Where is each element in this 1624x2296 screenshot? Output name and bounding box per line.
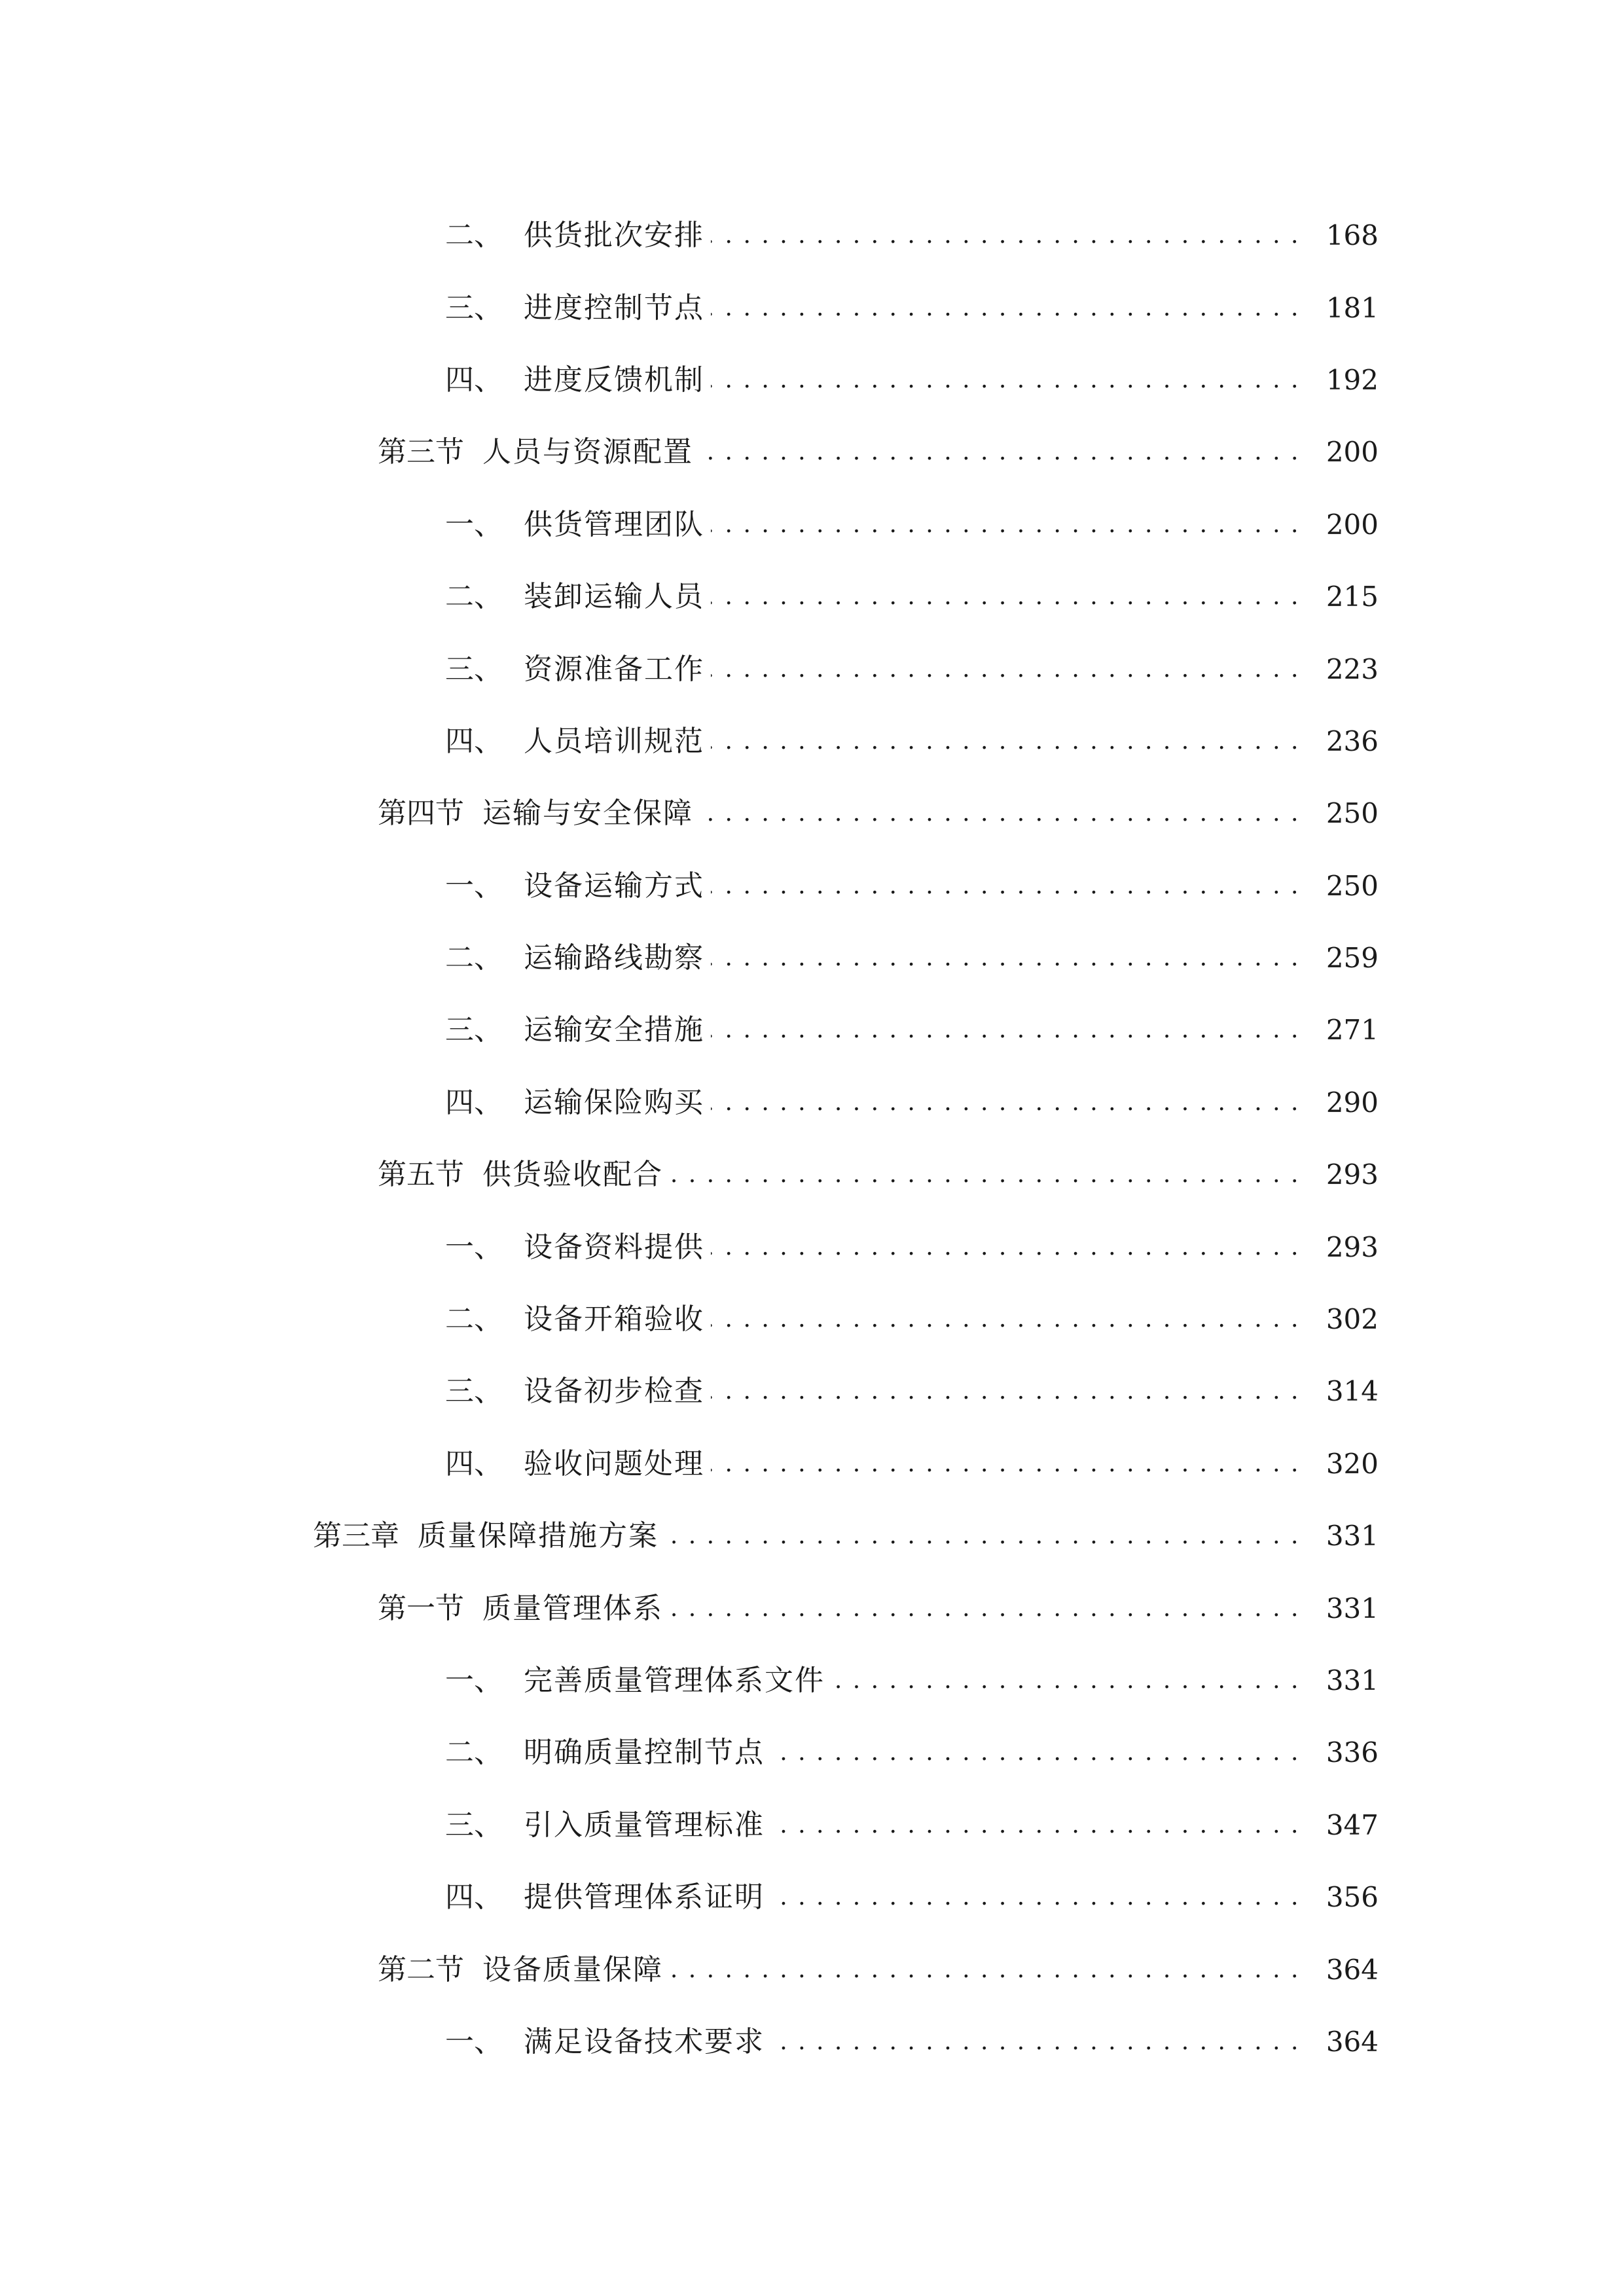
toc-entry-number: 第三章 xyxy=(313,1519,399,1553)
toc-entry-page: 293 xyxy=(1326,1230,1379,1263)
toc-entry[interactable] xyxy=(0,416,1624,488)
toc-entry[interactable] xyxy=(0,2006,1624,2078)
toc-dot-leader xyxy=(711,872,1300,901)
toc-entry-number: 第二节 xyxy=(378,1952,464,1986)
toc-dot-leader xyxy=(771,2028,1300,2056)
toc-entry-title: 明确质量控制节点 xyxy=(524,1736,765,1770)
toc-entry-number: 一、 xyxy=(445,1664,503,1697)
toc-entry-title: 提供管理体系证明 xyxy=(524,1880,765,1914)
toc-dot-leader xyxy=(711,1233,1300,1262)
toc-entry[interactable] xyxy=(0,1933,1624,2005)
toc-dot-leader xyxy=(711,944,1300,973)
toc-entry-title: 供货管理团队 xyxy=(524,507,704,541)
table-of-contents xyxy=(0,200,1624,2078)
toc-entry-page: 293 xyxy=(1326,1158,1379,1191)
toc-entry[interactable] xyxy=(0,1645,1624,1717)
toc-entry[interactable] xyxy=(0,1067,1624,1139)
toc-entry-number: 四、 xyxy=(445,363,503,397)
toc-entry-page: 236 xyxy=(1326,725,1379,757)
toc-entry-title: 质量管理体系 xyxy=(482,1591,663,1625)
toc-entry-page: 168 xyxy=(1326,219,1379,252)
toc-dot-leader xyxy=(670,1160,1300,1189)
toc-entry-title: 验收问题处理 xyxy=(524,1446,704,1480)
toc-entry[interactable] xyxy=(0,1789,1624,1861)
toc-dot-leader xyxy=(711,294,1300,323)
toc-entry-page: 331 xyxy=(1326,1664,1379,1696)
toc-entry-number: 四、 xyxy=(445,1880,503,1914)
toc-entry[interactable] xyxy=(0,561,1624,633)
toc-entry-title: 满足设备技术要求 xyxy=(524,2024,765,2058)
toc-entry-number: 三、 xyxy=(445,1808,503,1842)
toc-entry-page: 336 xyxy=(1326,1736,1379,1769)
toc-entry-title: 装卸运输人员 xyxy=(524,580,704,614)
toc-dot-leader xyxy=(700,438,1300,467)
toc-entry-title: 设备运输方式 xyxy=(524,869,704,903)
toc-entry-title: 设备资料提供 xyxy=(524,1230,704,1264)
toc-dot-leader xyxy=(711,511,1300,539)
toc-entry-title: 供货批次安排 xyxy=(524,219,704,253)
toc-entry-page: 192 xyxy=(1326,363,1379,396)
toc-dot-leader xyxy=(670,1956,1300,1984)
toc-entry[interactable] xyxy=(0,1355,1624,1427)
toc-dot-leader xyxy=(711,1450,1300,1479)
toc-dot-leader xyxy=(711,1377,1300,1406)
toc-dot-leader xyxy=(831,1666,1300,1695)
toc-entry-number: 二、 xyxy=(445,941,503,975)
toc-entry[interactable] xyxy=(0,1211,1624,1283)
toc-entry-title: 运输路线勘察 xyxy=(524,941,704,975)
toc-entry[interactable] xyxy=(0,706,1624,778)
toc-entry[interactable] xyxy=(0,778,1624,850)
toc-entry-number: 三、 xyxy=(445,1374,503,1408)
toc-entry[interactable] xyxy=(0,1428,1624,1500)
toc-entry-number: 四、 xyxy=(445,1085,503,1119)
toc-entry-page: 200 xyxy=(1326,508,1379,541)
toc-entry-number: 一、 xyxy=(445,1230,503,1264)
toc-entry-title: 运输保险购买 xyxy=(524,1085,704,1119)
toc-entry[interactable] xyxy=(0,1572,1624,1644)
toc-entry[interactable] xyxy=(0,272,1624,344)
toc-entry-title: 人员培训规范 xyxy=(524,724,704,758)
toc-entry-page: 181 xyxy=(1326,291,1379,324)
toc-dot-leader xyxy=(711,727,1300,756)
toc-entry-number: 二、 xyxy=(445,1736,503,1770)
toc-entry-number: 四、 xyxy=(445,1446,503,1480)
toc-dot-leader xyxy=(711,366,1300,395)
toc-dot-leader xyxy=(771,1738,1300,1767)
toc-entry-page: 364 xyxy=(1326,1953,1379,1986)
toc-dot-leader xyxy=(665,1522,1300,1551)
toc-entry-number: 第一节 xyxy=(378,1591,464,1625)
toc-entry-page: 259 xyxy=(1326,942,1379,975)
toc-entry-page: 290 xyxy=(1326,1086,1379,1119)
toc-entry-number: 三、 xyxy=(445,1013,503,1047)
toc-entry-number: 二、 xyxy=(445,580,503,614)
toc-entry-page: 250 xyxy=(1326,869,1379,902)
toc-entry-number: 一、 xyxy=(445,869,503,903)
toc-entry[interactable] xyxy=(0,1500,1624,1572)
toc-entry-title: 设备初步检查 xyxy=(524,1374,704,1408)
toc-dot-leader xyxy=(711,221,1300,250)
toc-entry-number: 三、 xyxy=(445,652,503,686)
toc-entry-number: 四、 xyxy=(445,724,503,758)
toc-entry-number: 第五节 xyxy=(378,1158,464,1192)
toc-entry-number: 第四节 xyxy=(378,797,464,831)
toc-entry-number: 第三节 xyxy=(378,435,464,469)
toc-entry[interactable] xyxy=(0,850,1624,922)
toc-entry-title: 运输安全措施 xyxy=(524,1013,704,1047)
toc-entry-number: 一、 xyxy=(445,507,503,541)
toc-entry-page: 271 xyxy=(1326,1014,1379,1047)
toc-entry-title: 设备开箱验收 xyxy=(524,1302,704,1336)
toc-entry-page: 215 xyxy=(1326,581,1379,613)
toc-entry-page: 302 xyxy=(1326,1303,1379,1336)
toc-entry-title: 供货验收配合 xyxy=(482,1158,663,1192)
toc-entry-title: 进度控制节点 xyxy=(524,291,704,325)
toc-entry-title: 人员与资源配置 xyxy=(482,435,693,469)
toc-entry-number: 二、 xyxy=(445,1302,503,1336)
toc-entry-title: 完善质量管理体系文件 xyxy=(524,1664,825,1697)
toc-entry[interactable] xyxy=(0,489,1624,561)
toc-entry[interactable] xyxy=(0,922,1624,994)
toc-dot-leader xyxy=(711,655,1300,684)
toc-dot-leader xyxy=(711,1305,1300,1334)
toc-entry-number: 一、 xyxy=(445,2024,503,2058)
toc-dot-leader xyxy=(670,1594,1300,1623)
toc-dot-leader xyxy=(711,1016,1300,1045)
toc-entry-title: 引入质量管理标准 xyxy=(524,1808,765,1842)
toc-dot-leader xyxy=(700,799,1300,828)
toc-entry[interactable] xyxy=(0,633,1624,705)
toc-entry-title: 资源准备工作 xyxy=(524,652,704,686)
toc-dot-leader xyxy=(771,1883,1300,1912)
toc-dot-leader xyxy=(711,583,1300,611)
toc-entry[interactable] xyxy=(0,1717,1624,1789)
toc-entry-page: 364 xyxy=(1326,2025,1379,2058)
toc-entry-number: 二、 xyxy=(445,219,503,253)
toc-dot-leader xyxy=(711,1088,1300,1117)
toc-entry[interactable] xyxy=(0,1139,1624,1211)
toc-entry-title: 设备质量保障 xyxy=(482,1952,663,1986)
toc-entry[interactable] xyxy=(0,344,1624,416)
toc-entry-page: 347 xyxy=(1326,1808,1379,1841)
toc-entry-page: 331 xyxy=(1326,1520,1379,1552)
toc-entry-number: 三、 xyxy=(445,291,503,325)
toc-entry-title: 质量保障措施方案 xyxy=(418,1519,659,1553)
toc-entry-page: 320 xyxy=(1326,1447,1379,1480)
toc-dot-leader xyxy=(771,1811,1300,1840)
toc-entry-page: 314 xyxy=(1326,1375,1379,1408)
toc-entry-page: 331 xyxy=(1326,1592,1379,1624)
toc-entry-page: 200 xyxy=(1326,436,1379,469)
toc-entry-page: 223 xyxy=(1326,653,1379,685)
toc-entry-page: 356 xyxy=(1326,1881,1379,1914)
toc-entry[interactable] xyxy=(0,994,1624,1066)
toc-entry[interactable] xyxy=(0,1861,1624,1933)
toc-entry[interactable] xyxy=(0,1283,1624,1355)
toc-entry[interactable] xyxy=(0,200,1624,272)
toc-entry-page: 250 xyxy=(1326,797,1379,830)
toc-entry-title: 运输与安全保障 xyxy=(482,797,693,831)
toc-entry-title: 进度反馈机制 xyxy=(524,363,704,397)
